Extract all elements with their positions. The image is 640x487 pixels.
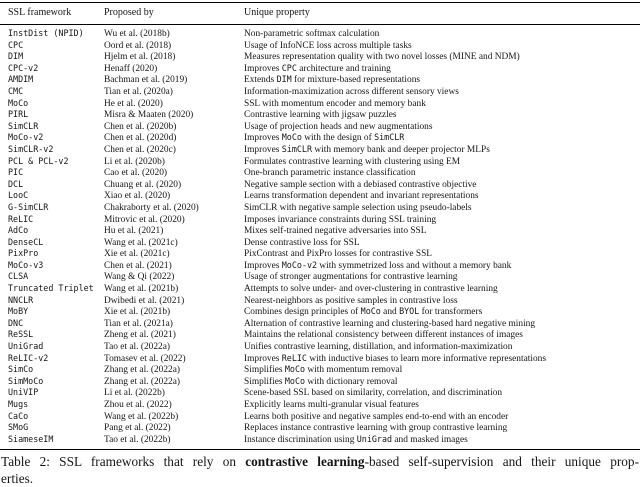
table-row (0, 167, 640, 179)
ssl-frameworks-table (0, 2, 640, 450)
caption-segment: erties. (1, 470, 34, 486)
framework-cell: SimMoCo (8, 375, 44, 386)
proposed-by-cell: Dwibedi et al. (2021) (104, 295, 185, 306)
framework-cell: G-SimCLR (8, 201, 49, 212)
property-cell: Imposes invariance constraints during SSL training (244, 214, 437, 225)
property-cell: Improves MoCo-v2 with symmetrized loss and without a memory bank (244, 259, 512, 271)
framework-term: MoCo (281, 132, 302, 143)
column-header-ssl-framework: SSL framework (0, 3, 104, 25)
framework-term: BYOL (399, 306, 420, 317)
property-cell: Extends DIM for mixture-based representations (244, 74, 421, 86)
framework-cell: SimCLR (8, 120, 39, 131)
proposed-by-cell: Bachman et al. (2019) (104, 75, 188, 86)
table-row (0, 214, 640, 226)
framework-term: MoCo (284, 364, 306, 375)
table-header (0, 3, 640, 25)
proposed-by-cell: Wang & Qi (2022) (104, 272, 175, 283)
property-cell: SSL with momentum encoder and memory bank (244, 98, 426, 109)
framework-cell: MoCo-v3 (8, 259, 44, 270)
proposed-by-cell: Hjelm et al. (2018) (104, 52, 176, 63)
property-cell: Measures representation quality with two novel losses (MINE and NDM) (244, 52, 520, 63)
property-cell: SimCLR with negative sample selection using pseudo-labels (244, 202, 472, 213)
framework-cell: CPC (8, 39, 24, 50)
framework-cell: DNC (8, 317, 24, 328)
property-cell: Dense contrastive loss for SSL (244, 237, 360, 248)
property-cell: Combines design principles of MoCo and BYOL for transformers (244, 306, 483, 318)
proposed-by-cell: Li et al. (2020b) (104, 156, 165, 167)
proposed-by-cell: Wang et al. (2021c) (104, 237, 178, 248)
proposed-by-cell: Misra & Maaten (2020) (104, 110, 194, 121)
proposed-by-cell: Hu et al. (2021) (104, 226, 164, 237)
property-cell: Improves ReLIC with inductive biases to learn more informative representations (244, 352, 546, 364)
framework-cell: PCL & PCL-v2 (8, 155, 69, 166)
property-cell: Explicitly learns multi-granular visual features (244, 400, 419, 410)
caption-segment: contrastive learning (245, 454, 365, 470)
table-row (0, 109, 640, 121)
proposed-by-cell: He et al. (2020) (104, 98, 163, 109)
property-cell: Learns transformation dependent and invariant representations (244, 191, 479, 202)
property-cell: Unifies contrastive learning, distillation, and information-maximization (244, 342, 513, 353)
framework-term: ReLIC (281, 352, 307, 363)
property-cell: Usage of InfoNCE loss across multiple tasks (244, 40, 412, 51)
property-cell: Non-parametric softmax calculation (244, 29, 380, 39)
framework-cell: SMoG (8, 422, 29, 433)
table-row (0, 63, 640, 75)
table-row (0, 132, 640, 144)
proposed-by-cell: Zhang et al. (2022a) (104, 365, 181, 376)
proposed-by-cell: Li et al. (2022b) (104, 388, 165, 399)
column-header-unique-property: Unique property (244, 3, 640, 25)
framework-term: DIM (276, 74, 292, 85)
framework-cell: SimCLR-v2 (8, 143, 54, 154)
framework-cell: CPC-v2 (8, 62, 39, 73)
table-row (0, 387, 640, 399)
property-cell: Improves CPC architecture and training (244, 62, 391, 74)
property-cell: Mixes self-trained negative adversaries into SSL (244, 226, 427, 237)
caption-line (1, 454, 639, 471)
framework-cell: NNCLR (8, 294, 34, 305)
caption-segment: Table 2: SSL frameworks that rely on (1, 454, 246, 470)
property-cell: Improves SimCLR with memory bank and deeper projector MLPs (244, 143, 490, 155)
property-cell: PixContrast and PixPro losses for contrastive SSL (244, 249, 433, 260)
framework-cell: LooC (8, 190, 29, 201)
table-row (0, 260, 640, 272)
proposed-by-cell: Xiao et al. (2020) (104, 191, 171, 202)
table-row (0, 156, 640, 168)
proposed-by-cell: Tao et al. (2022a) (104, 342, 170, 353)
proposed-by-cell: Zheng et al. (2021) (104, 330, 176, 341)
proposed-by-cell: Tao et al. (2022b) (104, 434, 171, 445)
proposed-by-cell: Chen et al. (2021) (104, 260, 172, 271)
proposed-by-cell: Tian et al. (2020a) (104, 86, 173, 97)
framework-cell: UniVIP (8, 387, 39, 398)
property-cell: Instance discrimination using UniGrad and masked images (244, 433, 468, 445)
property-cell: Maintains the relational consistency between different instances of images (244, 330, 523, 341)
property-cell: Scene-based SSL based on similarity, correlation, and discrimination (244, 388, 503, 399)
property-cell: Information-maximization across different sensory views (244, 86, 459, 97)
framework-term: UniGrad (356, 433, 393, 444)
framework-cell: DIM (8, 51, 24, 62)
property-cell: Simplifies MoCo with momentum removal (244, 364, 403, 376)
table-row (0, 283, 640, 295)
property-cell: Negative sample section with a debiased contrastive objective (244, 179, 477, 190)
table-row (0, 74, 640, 86)
table-row (0, 422, 640, 434)
framework-cell: UniGrad (8, 341, 44, 352)
table-row (0, 306, 640, 318)
proposed-by-cell: Wang et al. (2021b) (104, 284, 179, 295)
proposed-by-cell: Pang et al. (2022) (104, 423, 171, 434)
proposed-by-cell: Tomasev et al. (2022) (104, 353, 186, 364)
property-cell: Nearest-neighbors as positive samples in contrastive loss (244, 295, 458, 306)
table-row (0, 434, 640, 450)
table-row (0, 190, 640, 202)
proposed-by-cell: Xie et al. (2021b) (104, 307, 171, 318)
proposed-by-cell: Chen et al. (2020b) (104, 121, 177, 132)
caption-line (1, 471, 639, 487)
table-row (0, 179, 640, 191)
proposed-by-cell: Wang et al. (2022b) (104, 411, 179, 422)
framework-cell: PIRL (8, 109, 29, 120)
property-cell: Usage of stronger augmentations for contrastive learning (244, 272, 458, 283)
proposed-by-cell: Oord et al. (2018) (104, 40, 172, 51)
framework-cell: SimCo (8, 364, 34, 375)
framework-cell: Truncated Triplet (8, 283, 94, 294)
framework-term: MoCo (360, 306, 381, 317)
property-cell: Attempts to solve under- and over-clustering in contrastive learning (244, 284, 498, 295)
framework-cell: MoBY (8, 306, 29, 317)
framework-term: MoCo (284, 375, 306, 386)
caption-segment: -based self-supervision and their unique prop- (364, 454, 639, 470)
proposed-by-cell: Xie et al. (2021c) (104, 249, 170, 260)
proposed-by-cell: Chen et al. (2020d) (104, 133, 177, 144)
property-cell: Formulates contrastive learning with clustering using EM (244, 156, 461, 167)
property-cell: Usage of projection heads and new augmentations (244, 121, 433, 132)
proposed-by-cell: Henaff (2020) (104, 63, 158, 74)
proposed-by-cell: Tian et al. (2021a) (104, 318, 173, 329)
framework-term: SimCLR (281, 143, 313, 154)
framework-cell: AdCo (8, 225, 29, 236)
proposed-by-cell: Zhang et al. (2022a) (104, 376, 181, 387)
framework-cell: MoCo-v2 (8, 132, 44, 143)
table-row (0, 341, 640, 353)
proposed-by-cell: Zhou et al. (2022) (104, 400, 172, 410)
table-row (0, 295, 640, 307)
framework-cell: CaCo (8, 410, 29, 421)
property-cell: Simplifies MoCo with dictionary removal (244, 375, 398, 387)
table-row (0, 144, 640, 156)
framework-cell: DenseCL (8, 236, 44, 247)
proposed-by-cell: Chen et al. (2020c) (104, 144, 176, 155)
proposed-by-cell: Wu et al. (2018b) (104, 29, 170, 39)
property-cell: Learns both positive and negative samples end-to-end with an encoder (244, 411, 509, 422)
table-row (0, 318, 640, 330)
framework-term: MoCo-v2 (281, 259, 318, 270)
framework-cell: InstDist (NPID) (8, 28, 84, 38)
table-row (0, 237, 640, 249)
property-cell: Improves MoCo with the design of SimCLR (244, 132, 405, 144)
framework-cell: AMDIM (8, 74, 34, 85)
property-cell: Contrastive learning with jigsaw puzzles (244, 110, 397, 121)
framework-cell: ReLIC-v2 (8, 352, 49, 363)
table-row (0, 51, 640, 63)
framework-term: SimCLR (374, 132, 405, 143)
table-row (0, 376, 640, 388)
proposed-by-cell: Mitrovic et al. (2020) (104, 214, 185, 225)
framework-cell: ReLIC (8, 213, 34, 224)
framework-cell: MoCo (8, 97, 29, 108)
table-caption (0, 454, 640, 487)
framework-cell: Mugs (8, 399, 29, 409)
framework-cell: PIC (8, 167, 24, 178)
table-row (0, 202, 640, 214)
table-row (0, 98, 640, 110)
table-row (0, 225, 640, 237)
property-cell: One-branch parametric instance classification (244, 168, 416, 179)
property-cell: Replaces instance contrastive learning with group contrastive learning (244, 423, 508, 434)
framework-cell: CMC (8, 85, 24, 96)
proposed-by-cell: Cao et al. (2020) (104, 168, 168, 179)
framework-cell: ReSSL (8, 329, 34, 340)
framework-cell: SiameseIM (8, 433, 54, 444)
table-row (0, 248, 640, 260)
proposed-by-cell: Chakraborty et al. (2020) (104, 202, 199, 213)
table-row (0, 329, 640, 341)
table-row (0, 25, 640, 40)
table-row (0, 364, 640, 376)
table-row (0, 399, 640, 411)
table-row (0, 411, 640, 423)
framework-cell: PixPro (8, 248, 39, 259)
header-row (0, 3, 640, 25)
property-cell: Alternation of contrastive learning and clustering-based hard negative mining (244, 318, 536, 329)
framework-cell: DCL (8, 178, 24, 189)
framework-cell: CLSA (8, 271, 29, 282)
column-header-proposed-by: Proposed by (104, 3, 244, 25)
table-body (0, 25, 640, 450)
table-row (0, 86, 640, 98)
framework-term: CPC (281, 62, 297, 73)
table-row (0, 353, 640, 365)
table-row (0, 40, 640, 52)
proposed-by-cell: Chuang et al. (2020) (104, 179, 182, 190)
table-row (0, 271, 640, 283)
table-row (0, 121, 640, 133)
